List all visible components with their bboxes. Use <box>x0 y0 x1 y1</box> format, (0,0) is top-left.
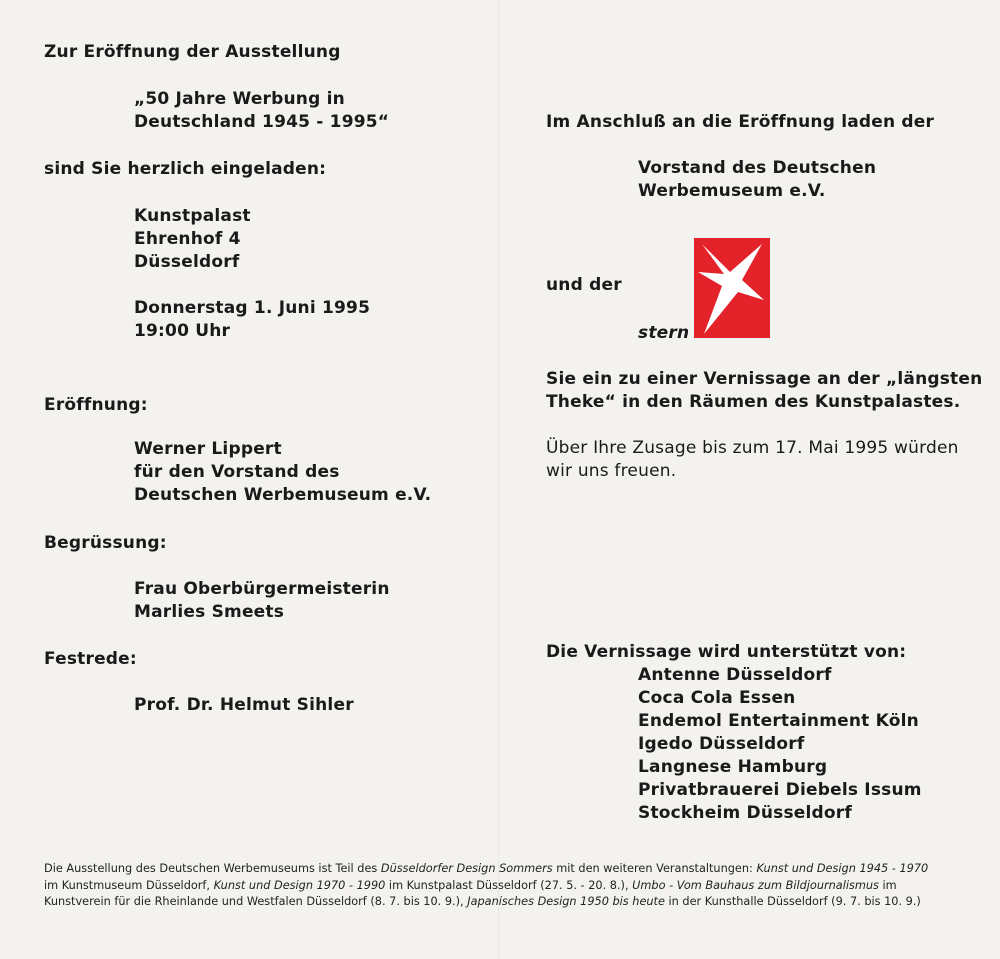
vernissage-line: Theke“ in den Räumen des Kunstpalastes. <box>546 392 961 412</box>
board-line: Vorstand des Deutschen <box>638 158 877 178</box>
speech-speaker: Prof. Dr. Helmut Sihler <box>134 695 354 715</box>
opening-speaker-line: Deutschen Werbemuseum e.V. <box>134 485 432 505</box>
exhibition-title <box>134 88 389 134</box>
sponsor-item: Langnese Hamburg <box>638 757 828 777</box>
footer-text: mit den weiteren Veranstaltungen: <box>552 862 757 875</box>
after-opening-text: Im Anschluß an die Eröffnung laden der <box>546 112 935 132</box>
board-text <box>638 157 876 203</box>
sponsor-item: Endemol Entertainment Köln <box>638 711 919 731</box>
intro-text: Zur Eröffnung der Ausstellung <box>44 42 341 62</box>
footer-line <box>44 861 956 878</box>
opening-speaker <box>134 438 431 507</box>
board-line: Werbemuseum e.V. <box>638 181 826 201</box>
footer-italic: Düsseldorfer Design Sommers <box>380 862 553 875</box>
footer-line <box>44 894 956 911</box>
sponsor-item: Coca Cola Essen <box>638 688 796 708</box>
venue-address <box>134 205 251 274</box>
footer-text: Kunstverein für die Rheinlande und Westfalen Düsseldorf (8. 7. bis 10. 9.), <box>44 895 468 908</box>
star-icon <box>694 238 770 338</box>
opening-speaker-line: Werner Lippert <box>134 439 282 459</box>
sponsor-item: Stockheim Düsseldorf <box>638 803 852 823</box>
rsvp-text <box>546 437 959 483</box>
greeting-speaker-line: Marlies Smeets <box>134 602 285 622</box>
rsvp-line: Über Ihre Zusage bis zum 17. Mai 1995 würden <box>546 438 959 458</box>
sponsor-item: Igedo Düsseldorf <box>638 734 805 754</box>
venue-line: Kunstpalast <box>134 206 251 226</box>
sponsor-item: Antenne Düsseldorf <box>638 665 832 685</box>
sponsor-list <box>638 664 922 825</box>
footer-text: im <box>878 878 897 892</box>
event-datetime <box>134 297 370 343</box>
footer-italic: Kunst und Design 1945 - 1970 <box>756 862 929 875</box>
footer-italic: Umbo - Vom Bauhaus zum Bildjournalismus <box>632 878 879 892</box>
opening-speaker-line: für den Vorstand des <box>134 462 340 482</box>
footer-note <box>44 861 956 911</box>
opening-label: Eröffnung: <box>44 395 148 415</box>
invite-text: sind Sie herzlich eingeladen: <box>44 159 327 179</box>
exhibition-title-line: „50 Jahre Werbung in <box>134 89 345 109</box>
footer-text: in der Kunsthalle Düsseldorf (9. 7. bis 10. 9.) <box>664 895 921 908</box>
footer-italic: Japanisches Design 1950 bis heute <box>467 895 665 908</box>
venue-line: Ehrenhof 4 <box>134 229 241 249</box>
sponsors-label: Die Vernissage wird unterstützt von: <box>546 642 907 662</box>
footer-text: im Kunstmuseum Düsseldorf, <box>44 878 214 892</box>
stern-logo <box>694 238 770 338</box>
greeting-speaker <box>134 578 390 624</box>
rsvp-line: wir uns freuen. <box>546 461 677 481</box>
and-the-text: und der <box>546 275 622 295</box>
vernissage-line: Sie ein zu einer Vernissage an der „längsten <box>546 369 983 389</box>
event-time: 19:00 Uhr <box>134 321 231 341</box>
footer-italic: Kunst und Design 1970 - 1990 <box>213 878 386 892</box>
sponsor-item: Privatbrauerei Diebels Issum <box>638 780 922 800</box>
exhibition-title-line: Deutschland 1945 - 1995“ <box>134 112 390 132</box>
stern-wordmark: stern <box>638 323 690 343</box>
venue-line: Düsseldorf <box>134 252 240 272</box>
vernissage-invite <box>546 368 982 414</box>
footer-line <box>44 878 956 895</box>
speech-label: Festrede: <box>44 649 137 669</box>
greeting-label: Begrüssung: <box>44 533 167 553</box>
page-fold <box>498 0 500 959</box>
event-date: Donnerstag 1. Juni 1995 <box>134 298 371 318</box>
footer-text: im Kunstpalast Düsseldorf (27. 5. - 20. 8.), <box>385 878 633 892</box>
greeting-speaker-line: Frau Oberbürgermeisterin <box>134 579 390 599</box>
footer-text: Die Ausstellung des Deutschen Werbemuseums ist Teil des <box>44 862 381 875</box>
